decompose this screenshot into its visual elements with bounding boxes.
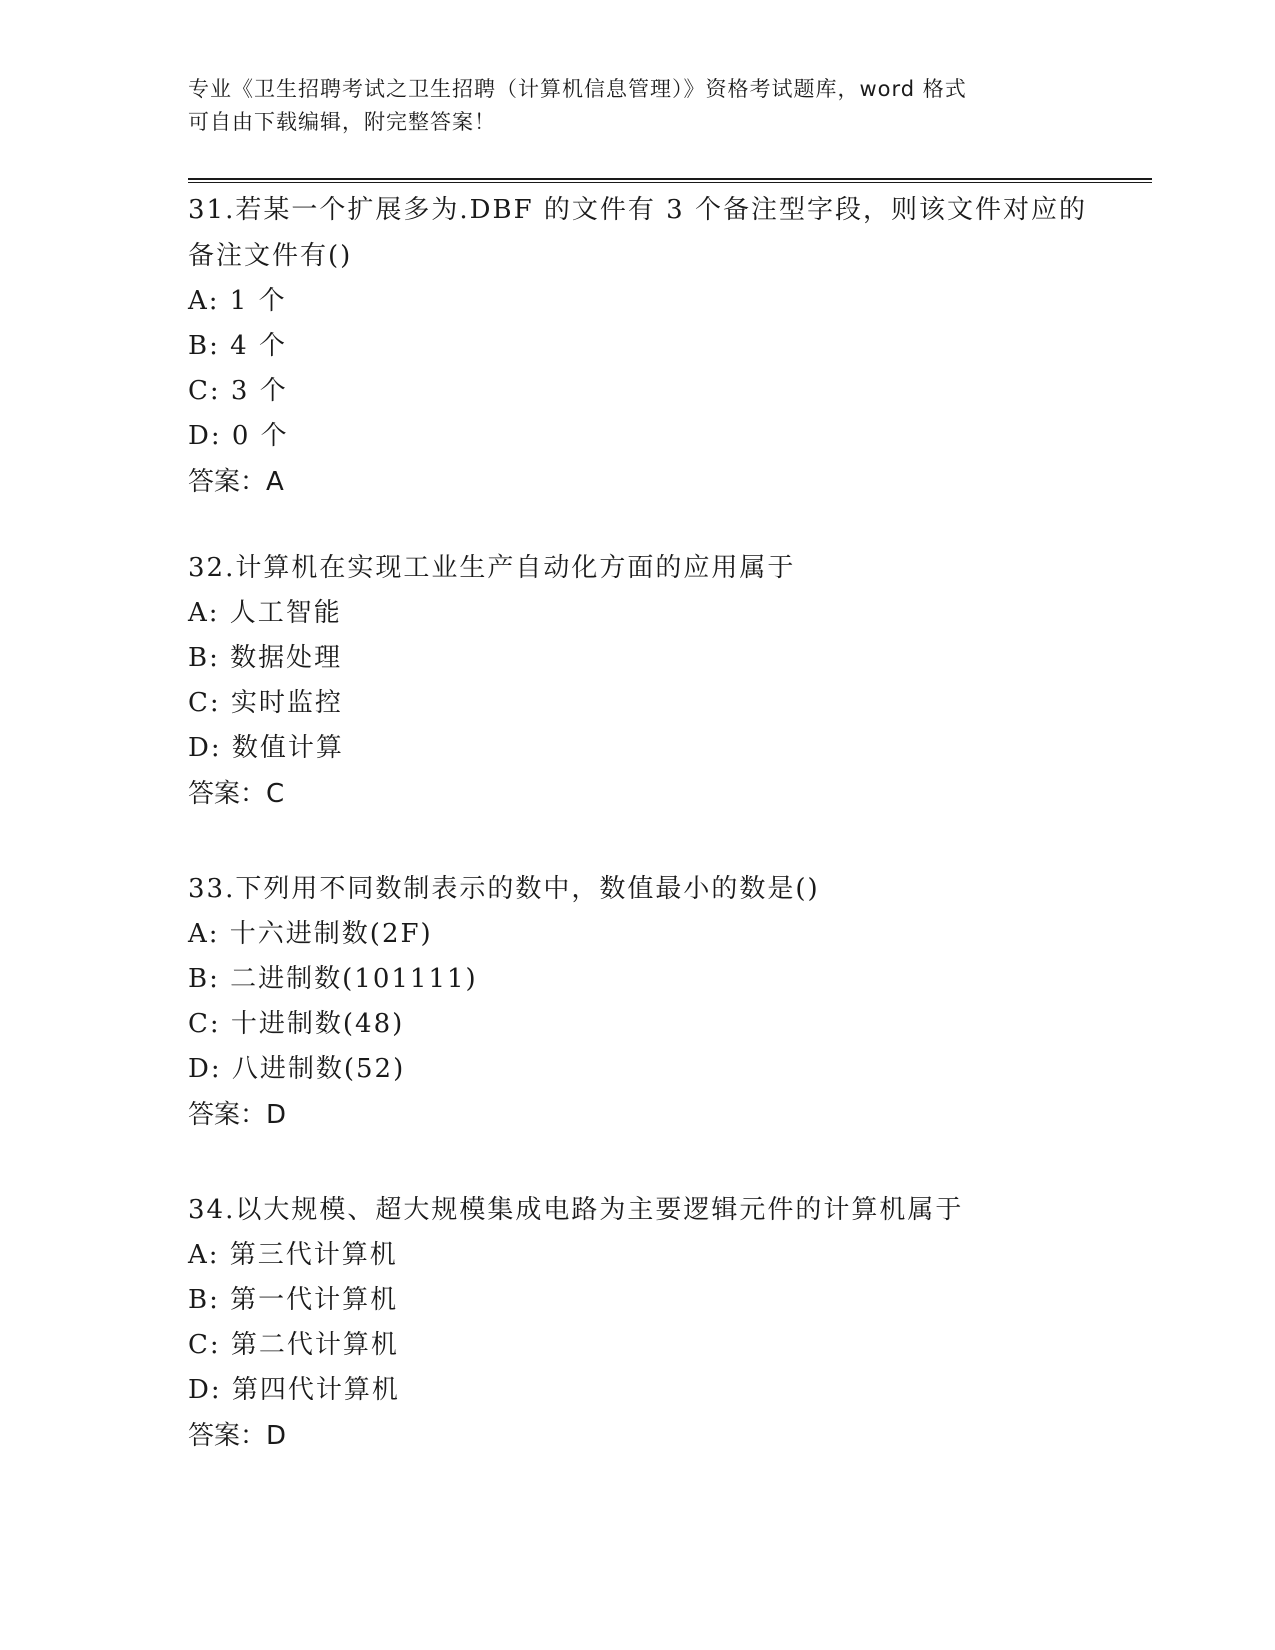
question-text: 34.以大规模、超大规模集成电路为主要逻辑元件的计算机属于 — [188, 1195, 964, 1225]
answer: 答案：D — [188, 1100, 287, 1130]
answer: 答案：C — [188, 779, 285, 809]
question-33 — [188, 866, 1088, 1138]
question-32 — [188, 545, 1088, 817]
option-c: C: 十进制数(48) — [188, 1009, 405, 1039]
option-b: B: 数据处理 — [188, 643, 343, 673]
question-text: 33.下列用不同数制表示的数中，数值最小的数是() — [188, 874, 820, 904]
question-34 — [188, 1187, 1088, 1459]
question-text: 31.若某一个扩展多为.DBF 的文件有 3 个备注型字段，则该文件对应的 — [188, 195, 1087, 225]
option-c: C: 3 个 — [188, 376, 288, 406]
option-a: A: 第三代计算机 — [188, 1240, 398, 1270]
header-line-2: 可自由下载编辑，附完整答案！ — [188, 110, 496, 134]
option-c: C: 实时监控 — [188, 688, 343, 718]
option-a: A: 1 个 — [188, 286, 287, 316]
option-d: D: 八进制数(52) — [188, 1054, 406, 1084]
option-b: B: 二进制数(101111) — [188, 964, 478, 994]
option-c: C: 第二代计算机 — [188, 1330, 399, 1360]
option-d: D: 第四代计算机 — [188, 1375, 400, 1405]
document-header — [188, 73, 1088, 139]
question-31 — [188, 187, 1088, 505]
option-d: D: 0 个 — [188, 421, 289, 451]
header-line-1: 专业《卫生招聘考试之卫生招聘（计算机信息管理）》资格考试题库，word 格式 — [188, 77, 967, 101]
answer: 答案：A — [188, 467, 284, 497]
option-b: B: 4 个 — [188, 331, 287, 361]
question-text-continued: 备注文件有() — [188, 241, 353, 271]
answer: 答案：D — [188, 1421, 287, 1451]
option-d: D: 数值计算 — [188, 733, 344, 763]
option-a: A: 十六进制数(2F) — [188, 919, 433, 949]
option-a: A: 人工智能 — [188, 598, 342, 628]
question-text: 32.计算机在实现工业生产自动化方面的应用属于 — [188, 553, 796, 583]
header-divider — [188, 178, 1152, 183]
option-b: B: 第一代计算机 — [188, 1285, 399, 1315]
